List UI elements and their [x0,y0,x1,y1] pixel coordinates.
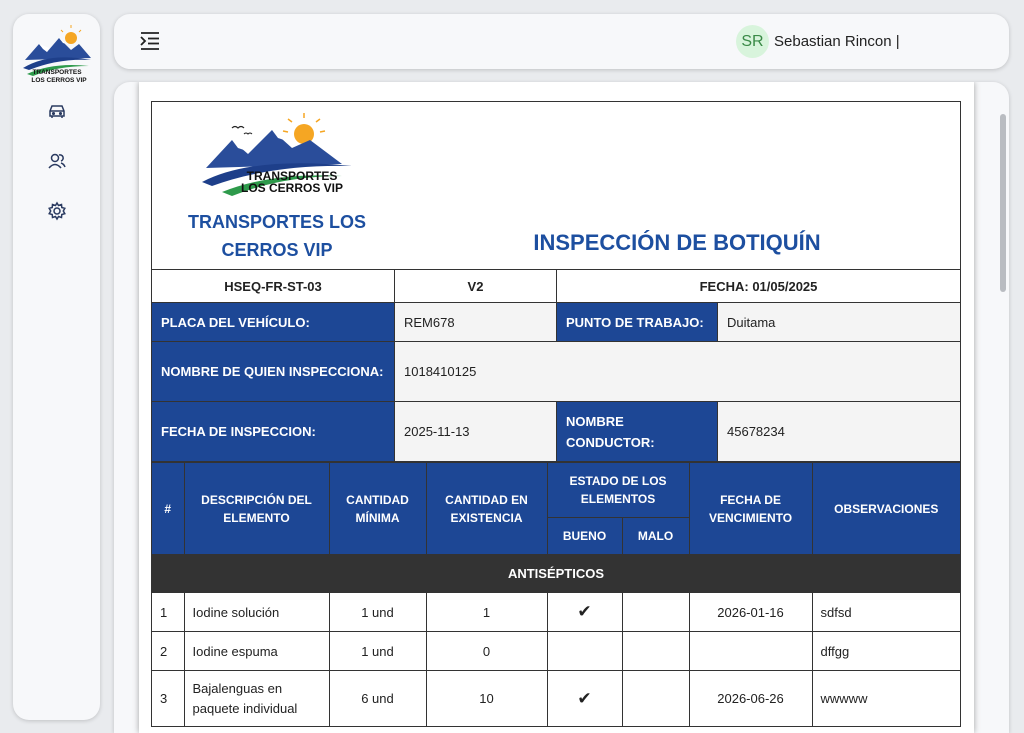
inspection-date-label: FECHA DE INSPECCION: [152,402,395,461]
svg-text:TRANSPORTES: TRANSPORTES [246,169,338,183]
row-description: Iodine solución [184,593,329,632]
users-icon [47,151,67,171]
row-good-check[interactable] [547,632,622,671]
sidebar [13,14,100,720]
info-row-3 [152,402,960,462]
col-header-number: # [152,463,184,555]
section-title: ANTISÉPTICOS [152,555,960,593]
col-header-existing-qty: CANTIDAD EN EXISTENCIA [426,463,547,555]
workplace-label: PUNTO DE TRABAJO: [557,303,718,341]
row-good-check[interactable]: ✔ [547,671,622,727]
row-min-qty: 1 und [329,632,426,671]
document-logo [192,110,362,200]
sidebar-item-users[interactable] [46,150,68,172]
document-page [139,82,974,733]
info-row-2 [152,342,960,402]
row-expiry: 2026-06-26 [689,671,812,727]
row-description: Iodine espuma [184,632,329,671]
company-name: TRANSPORTES LOS CERROS VIP [187,212,366,260]
svg-text:LOS CERROS VIP: LOS CERROS VIP [31,77,87,84]
row-existing-qty: 1 [426,593,547,632]
row-observations: dffgg [812,632,960,671]
inspection-date-value: 2025-11-13 [395,402,557,461]
top-bar [114,14,1009,69]
table-row [152,632,960,671]
scroll-thumb[interactable] [1000,114,1006,292]
row-number: 1 [152,593,184,632]
menu-indent-icon [138,30,162,52]
driver-value: 45678234 [718,402,960,461]
inspection-form [151,101,961,727]
svg-text:LOS CERROS VIP: LOS CERROS VIP [240,181,344,195]
form-version: V2 [395,270,557,302]
form-code: HSEQ-FR-ST-03 [152,270,395,302]
col-header-min-qty: CANTIDAD MÍNIMA [329,463,426,555]
content-panel [114,82,1009,733]
table-row [152,593,960,632]
svg-text:TRANSPORTES: TRANSPORTES [32,69,82,76]
form-title: INSPECCIÓN DE BOTIQUÍN [533,230,821,255]
row-expiry [689,632,812,671]
row-observations: sdfsd [812,593,960,632]
inspector-label: NOMBRE DE QUIEN INSPECCIONA: [152,342,395,401]
document-header [152,102,960,270]
sidebar-item-vehicles[interactable] [46,100,68,122]
row-existing-qty: 0 [426,632,547,671]
col-header-expiry: FECHA DE VENCIMIENTO [689,463,812,555]
row-existing-qty: 10 [426,671,547,727]
gear-icon [47,201,67,221]
info-row-1 [152,303,960,342]
user-name: Sebastian Rincon | [774,33,900,50]
inspector-value: 1018410125 [395,342,960,401]
form-meta-row [152,270,960,303]
menu-toggle-button[interactable] [138,30,162,52]
row-min-qty: 6 und [329,671,426,727]
workplace-value: Duitama [718,303,960,341]
company-logo[interactable] [19,24,95,90]
row-number: 3 [152,671,184,727]
table-row [152,671,960,727]
col-header-good: BUENO [547,518,622,555]
section-row [152,555,960,593]
col-header-bad: MALO [622,518,689,555]
row-observations: wwwww [812,671,960,727]
avatar: SR [736,25,769,58]
row-bad-check[interactable] [622,593,689,632]
row-good-check[interactable]: ✔ [547,593,622,632]
row-number: 2 [152,632,184,671]
car-icon [47,101,67,121]
plate-label: PLACA DEL VEHÍCULO: [152,303,395,341]
row-min-qty: 1 und [329,593,426,632]
col-header-condition: ESTADO DE LOS ELEMENTOS [547,463,689,518]
scrollbar[interactable] [997,82,1009,733]
driver-label: NOMBRE CONDUCTOR: [557,402,718,461]
plate-value: REM678 [395,303,557,341]
form-date: FECHA: 01/05/2025 [699,278,818,294]
col-header-observations: OBSERVACIONES [812,463,960,555]
sidebar-item-settings[interactable] [46,200,68,222]
items-table [152,462,960,727]
col-header-description: DESCRIPCIÓN DEL ELEMENTO [184,463,329,555]
row-expiry: 2026-01-16 [689,593,812,632]
user-menu[interactable] [736,25,900,58]
row-description: Bajalenguas en paquete individual [184,671,329,727]
row-bad-check[interactable] [622,632,689,671]
row-bad-check[interactable] [622,671,689,727]
